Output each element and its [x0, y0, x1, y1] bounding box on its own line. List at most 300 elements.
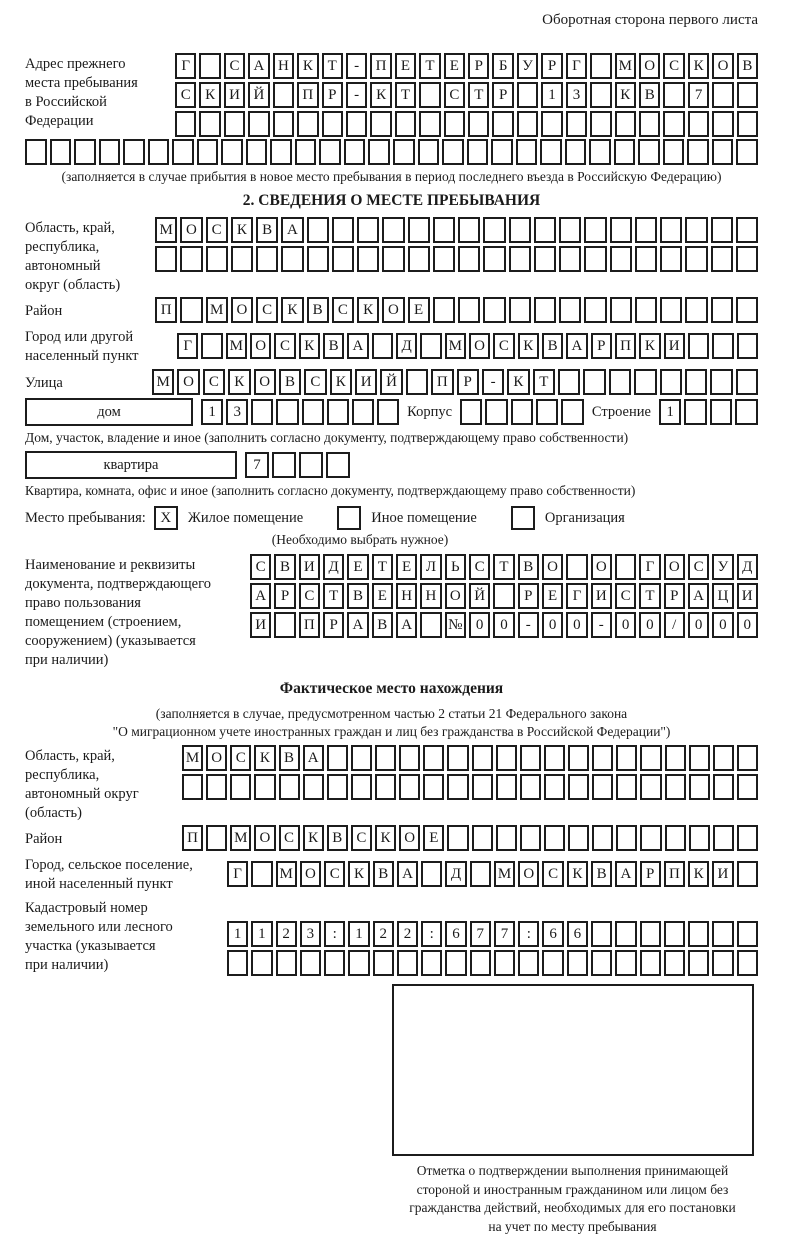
- char-cell: [568, 745, 589, 771]
- char-cell: [295, 139, 317, 165]
- document-row-3: [250, 612, 758, 638]
- house-number-cells: [201, 399, 399, 425]
- note-line: "О миграционном учете иностранных граждан и лиц без гражданства в Российской Федерации"): [25, 723, 758, 741]
- char-cell: [509, 217, 531, 243]
- char-cell: В: [274, 554, 295, 580]
- char-cell: [372, 333, 393, 359]
- char-cell: [397, 950, 418, 976]
- char-cell: [685, 369, 707, 395]
- char-cell: [327, 745, 348, 771]
- char-cell: К: [518, 333, 539, 359]
- checkbox-organization: [511, 506, 535, 530]
- char-cell: Ь: [445, 554, 466, 580]
- char-cell: П: [182, 825, 203, 851]
- char-cell: О: [445, 583, 466, 609]
- char-cell: К: [688, 53, 709, 79]
- actual-location-note: [25, 705, 758, 741]
- char-cell: [635, 246, 657, 272]
- char-cell: [737, 825, 758, 851]
- char-cell: С: [224, 53, 245, 79]
- street-cells: [152, 369, 758, 395]
- char-cell: [517, 82, 538, 108]
- label-line: Область, край,: [25, 747, 182, 766]
- char-cell: Т: [468, 82, 489, 108]
- char-cell: [221, 139, 243, 165]
- char-cell: [561, 399, 583, 425]
- char-cell: [736, 246, 758, 272]
- char-cell: [711, 217, 733, 243]
- char-cell: [663, 111, 684, 137]
- label-line: земельного или лесного: [25, 918, 227, 937]
- char-cell: [534, 217, 556, 243]
- char-cell: [375, 774, 396, 800]
- char-cell: О: [254, 369, 276, 395]
- apartment-cells: [245, 452, 350, 478]
- char-cell: У: [712, 554, 733, 580]
- char-cell: [460, 399, 482, 425]
- char-cell: М: [152, 369, 174, 395]
- char-cell: [737, 950, 758, 976]
- char-cell: [638, 139, 660, 165]
- stroenie-label: Строение: [584, 404, 659, 421]
- char-cell: К: [228, 369, 250, 395]
- char-cell: [544, 825, 565, 851]
- char-cell: М: [615, 53, 636, 79]
- char-cell: С: [351, 825, 372, 851]
- char-cell: [660, 297, 682, 323]
- char-cell: М: [226, 333, 247, 359]
- char-cell: [180, 246, 202, 272]
- char-cell: С: [688, 554, 709, 580]
- char-cell: Е: [395, 53, 416, 79]
- char-cell: [373, 950, 394, 976]
- char-cell: [470, 950, 491, 976]
- label-line: республика,: [25, 238, 155, 257]
- document-label: [25, 554, 250, 670]
- char-cell: [256, 246, 278, 272]
- note-line: (заполняется в случае, предусмотренном частью 2 статьи 21 Федерального закона: [25, 705, 758, 723]
- char-cell: Е: [347, 554, 368, 580]
- char-cell: [737, 82, 758, 108]
- district-row: [25, 297, 758, 323]
- char-cell: [447, 825, 468, 851]
- char-cell: А: [303, 745, 324, 771]
- char-cell: К: [254, 745, 275, 771]
- char-cell: Е: [396, 554, 417, 580]
- char-cell: [123, 139, 145, 165]
- label-line: округ (область): [25, 276, 155, 295]
- char-cell: [509, 297, 531, 323]
- apartment-box-label: квартира: [25, 451, 237, 479]
- char-cell: [327, 399, 349, 425]
- char-cell: В: [737, 53, 758, 79]
- char-cell: [447, 745, 468, 771]
- char-cell: [615, 111, 636, 137]
- char-cell: [737, 333, 758, 359]
- char-cell: [230, 774, 251, 800]
- document-row-2: [250, 583, 758, 609]
- char-cell: [736, 139, 758, 165]
- char-cell: [665, 825, 686, 851]
- char-cell: С: [324, 861, 345, 887]
- street-row: [25, 369, 758, 395]
- stamp-area: [387, 984, 758, 1236]
- city-cells: [177, 333, 758, 359]
- char-cell: 1: [201, 399, 223, 425]
- actual-region-block: [25, 745, 758, 823]
- place-type-label: Место пребывания:: [25, 510, 146, 527]
- char-cell: [736, 297, 758, 323]
- char-cell: [254, 774, 275, 800]
- char-cell: А: [566, 333, 587, 359]
- caption-line: стороной и иностранным гражданином или лицом без: [387, 1181, 758, 1200]
- label-line: участка (указывается: [25, 937, 227, 956]
- char-cell: [689, 825, 710, 851]
- char-cell: [246, 139, 268, 165]
- char-cell: [735, 399, 758, 425]
- char-cell: [713, 825, 734, 851]
- char-cell: Б: [492, 53, 513, 79]
- char-cell: М: [494, 861, 515, 887]
- char-cell: Д: [737, 554, 758, 580]
- char-cell: Е: [372, 583, 393, 609]
- char-cell: К: [297, 53, 318, 79]
- char-cell: Р: [591, 333, 612, 359]
- char-cell: Е: [444, 53, 465, 79]
- prev-address-label: [25, 53, 175, 131]
- char-cell: [689, 774, 710, 800]
- char-cell: [307, 217, 329, 243]
- char-cell: [468, 111, 489, 137]
- char-cell: [419, 111, 440, 137]
- char-cell: С: [203, 369, 225, 395]
- char-cell: [584, 217, 606, 243]
- char-cell: [688, 111, 709, 137]
- actual-location-title: Фактическое место нахождения: [25, 680, 758, 698]
- char-cell: 1: [227, 921, 248, 947]
- char-cell: В: [327, 825, 348, 851]
- char-cell: [433, 246, 455, 272]
- char-cell: [326, 452, 350, 478]
- char-cell: М: [276, 861, 297, 887]
- char-cell: К: [199, 82, 220, 108]
- char-cell: Р: [322, 82, 343, 108]
- char-cell: И: [737, 583, 758, 609]
- char-cell: С: [274, 333, 295, 359]
- char-cell: [713, 745, 734, 771]
- char-cell: [536, 399, 558, 425]
- other-premise-option-label: Иное помещение: [371, 510, 477, 527]
- char-cell: А: [347, 333, 368, 359]
- char-cell: -: [591, 612, 612, 638]
- char-cell: С: [444, 82, 465, 108]
- char-cell: С: [332, 297, 354, 323]
- char-cell: [175, 111, 196, 137]
- char-cell: 1: [251, 921, 272, 947]
- char-cell: [640, 745, 661, 771]
- char-cell: [300, 950, 321, 976]
- char-cell: [352, 399, 374, 425]
- char-cell: [420, 333, 441, 359]
- label-line: республика,: [25, 766, 182, 785]
- char-cell: [199, 111, 220, 137]
- char-cell: Н: [420, 583, 441, 609]
- char-cell: [665, 745, 686, 771]
- char-cell: [357, 217, 379, 243]
- char-cell: О: [712, 53, 733, 79]
- char-cell: [483, 246, 505, 272]
- house-note: Дом, участок, владение и иное (заполнить согласно документу, подтверждающему право собственности): [25, 429, 758, 447]
- char-cell: [713, 774, 734, 800]
- actual-city-cells: [227, 861, 758, 887]
- label-line: населенный пункт: [25, 347, 177, 366]
- char-cell: [685, 297, 707, 323]
- char-cell: [447, 774, 468, 800]
- prev-address-row-1: [175, 53, 758, 79]
- char-cell: [736, 369, 758, 395]
- char-cell: [614, 139, 636, 165]
- char-cell: [227, 950, 248, 976]
- char-cell: 1: [541, 82, 562, 108]
- char-cell: №: [445, 612, 466, 638]
- city-row: [25, 326, 758, 366]
- char-cell: [274, 612, 295, 638]
- char-cell: Т: [322, 53, 343, 79]
- char-cell: А: [688, 583, 709, 609]
- char-cell: [591, 950, 612, 976]
- char-cell: 1: [348, 921, 369, 947]
- char-cell: [610, 297, 632, 323]
- label-line: при наличии): [25, 956, 227, 975]
- char-cell: [472, 745, 493, 771]
- char-cell: [711, 297, 733, 323]
- korpus-cells: [460, 399, 584, 425]
- char-cell: О: [664, 554, 685, 580]
- char-cell: [664, 950, 685, 976]
- char-cell: [559, 217, 581, 243]
- district-cells: [155, 297, 758, 323]
- actual-district-row: [25, 825, 758, 851]
- caption-line: на учет по месту пребывания: [387, 1218, 758, 1236]
- char-cell: М: [155, 217, 177, 243]
- char-cell: 2: [276, 921, 297, 947]
- char-cell: [485, 399, 507, 425]
- char-cell: Т: [419, 53, 440, 79]
- label-line: автономный округ: [25, 785, 182, 804]
- region-block: [25, 217, 758, 295]
- char-cell: [444, 111, 465, 137]
- char-cell: [516, 139, 538, 165]
- char-cell: [382, 246, 404, 272]
- actual-city-label: [25, 854, 227, 894]
- char-cell: [616, 774, 637, 800]
- char-cell: И: [250, 612, 271, 638]
- char-cell: [660, 246, 682, 272]
- char-cell: П: [664, 861, 685, 887]
- char-cell: Р: [541, 53, 562, 79]
- char-cell: В: [373, 861, 394, 887]
- char-cell: [324, 950, 345, 976]
- actual-region-label: [25, 745, 182, 823]
- char-cell: [541, 111, 562, 137]
- char-cell: [559, 246, 581, 272]
- char-cell: [592, 825, 613, 851]
- char-cell: [615, 921, 636, 947]
- char-cell: 0: [493, 612, 514, 638]
- char-cell: [590, 53, 611, 79]
- char-cell: [558, 369, 580, 395]
- caption-line: гражданства действий, необходимых для его постановки: [387, 1199, 758, 1218]
- char-cell: П: [370, 53, 391, 79]
- char-cell: [368, 139, 390, 165]
- char-cell: Т: [395, 82, 416, 108]
- char-cell: Р: [323, 612, 344, 638]
- char-cell: [687, 139, 709, 165]
- char-cell: [251, 950, 272, 976]
- char-cell: В: [279, 369, 301, 395]
- char-cell: [492, 111, 513, 137]
- char-cell: [568, 825, 589, 851]
- char-cell: 0: [615, 612, 636, 638]
- char-cell: К: [375, 825, 396, 851]
- char-cell: [206, 825, 227, 851]
- char-cell: К: [639, 333, 660, 359]
- char-cell: О: [382, 297, 404, 323]
- char-cell: О: [469, 333, 490, 359]
- char-cell: :: [518, 921, 539, 947]
- char-cell: А: [615, 861, 636, 887]
- char-cell: [663, 139, 685, 165]
- char-cell: О: [300, 861, 321, 887]
- char-cell: [494, 950, 515, 976]
- char-cell: 7: [494, 921, 515, 947]
- char-cell: О: [180, 217, 202, 243]
- char-cell: [155, 246, 177, 272]
- char-cell: /: [664, 612, 685, 638]
- char-cell: [395, 111, 416, 137]
- char-cell: [270, 139, 292, 165]
- char-cell: [496, 774, 517, 800]
- label-line: сооружением) (указывается: [25, 632, 250, 651]
- char-cell: 6: [445, 921, 466, 947]
- char-cell: К: [507, 369, 529, 395]
- char-cell: К: [615, 82, 636, 108]
- char-cell: [433, 297, 455, 323]
- char-cell: А: [248, 53, 269, 79]
- char-cell: 7: [688, 82, 709, 108]
- street-label: Улица: [25, 372, 152, 393]
- char-cell: [375, 745, 396, 771]
- char-cell: Й: [469, 583, 490, 609]
- char-cell: [483, 217, 505, 243]
- char-cell: 7: [470, 921, 491, 947]
- char-cell: [640, 825, 661, 851]
- apartment-note: Квартира, комната, офис и иное (заполнить согласно документу, подтверждающему право собственности): [25, 482, 758, 500]
- actual-district-label: Район: [25, 828, 182, 849]
- char-cell: 7: [245, 452, 269, 478]
- char-cell: Т: [533, 369, 555, 395]
- char-cell: В: [279, 745, 300, 771]
- char-cell: [712, 82, 733, 108]
- char-cell: [610, 246, 632, 272]
- char-cell: [420, 612, 441, 638]
- label-line: места пребывания: [25, 74, 175, 93]
- char-cell: Р: [518, 583, 539, 609]
- char-cell: [635, 217, 657, 243]
- char-cell: [520, 825, 541, 851]
- char-cell: А: [396, 612, 417, 638]
- char-cell: [544, 745, 565, 771]
- char-cell: [299, 452, 323, 478]
- organization-option-label: Организация: [545, 510, 625, 527]
- char-cell: [180, 297, 202, 323]
- char-cell: [370, 111, 391, 137]
- char-cell: Т: [372, 554, 393, 580]
- label-line: иной населенный пункт: [25, 875, 227, 894]
- char-cell: К: [231, 217, 253, 243]
- actual-city-row: [25, 854, 758, 894]
- char-cell: С: [304, 369, 326, 395]
- char-cell: [615, 554, 636, 580]
- char-cell: В: [639, 82, 660, 108]
- char-cell: [297, 111, 318, 137]
- char-cell: [615, 950, 636, 976]
- char-cell: [640, 950, 661, 976]
- label-line: автономный: [25, 257, 155, 276]
- char-cell: [351, 745, 372, 771]
- char-cell: [509, 246, 531, 272]
- char-cell: [382, 217, 404, 243]
- char-cell: [736, 217, 758, 243]
- char-cell: [688, 921, 709, 947]
- char-cell: К: [567, 861, 588, 887]
- char-cell: [25, 139, 47, 165]
- char-cell: Р: [664, 583, 685, 609]
- char-cell: [272, 452, 296, 478]
- char-cell: -: [346, 53, 367, 79]
- char-cell: [421, 950, 442, 976]
- char-cell: [635, 297, 657, 323]
- char-cell: [712, 333, 733, 359]
- char-cell: О: [231, 297, 253, 323]
- char-cell: 0: [566, 612, 587, 638]
- char-cell: [688, 950, 709, 976]
- char-cell: О: [206, 745, 227, 771]
- char-cell: [445, 950, 466, 976]
- char-cell: Д: [445, 861, 466, 887]
- char-cell: [664, 921, 685, 947]
- char-cell: [172, 139, 194, 165]
- char-cell: Л: [420, 554, 441, 580]
- char-cell: 0: [737, 612, 758, 638]
- char-cell: 3: [300, 921, 321, 947]
- char-cell: П: [297, 82, 318, 108]
- prev-address-note: (заполняется в случае прибытия в новое место пребывания в период последнего въезда в Российскую Федерацию): [25, 168, 758, 186]
- city-label: [25, 326, 177, 366]
- house-box-label: дом: [25, 398, 193, 426]
- char-cell: [710, 399, 733, 425]
- char-cell: [491, 139, 513, 165]
- char-cell: [399, 745, 420, 771]
- char-cell: [351, 774, 372, 800]
- char-cell: [472, 825, 493, 851]
- char-cell: [737, 111, 758, 137]
- prev-address-overflow-row: [25, 139, 758, 165]
- char-cell: [685, 246, 707, 272]
- char-cell: Р: [274, 583, 295, 609]
- char-cell: А: [281, 217, 303, 243]
- char-cell: [534, 246, 556, 272]
